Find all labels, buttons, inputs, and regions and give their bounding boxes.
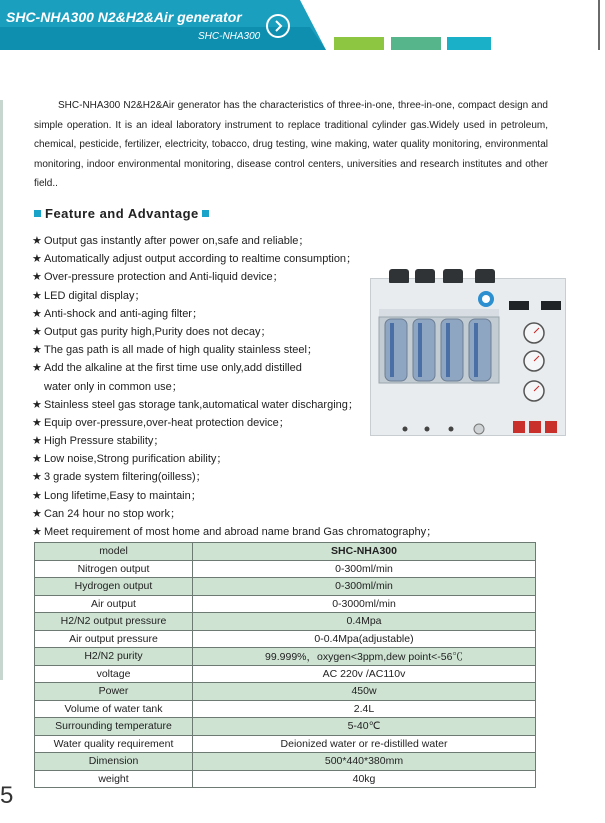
feature-item: ★ High Pressure stability；: [32, 432, 472, 450]
table-row: Surrounding temperature 5-40℃: [35, 718, 536, 736]
feature-item: ★ Output gas instantly after power on,safe and reliable；: [32, 232, 472, 250]
star-icon: ★: [32, 507, 42, 520]
intro-paragraph: SHC-NHA300 N2&H2&Air generator has the characteristics of three-in-one, three-in-one, compact design and simple operation. It is an ideal laboratory instrument to replace traditional cylinder gas.Widely used in petroleum, chemical, pesticide, fertilizer, electricity, tobacco, drug testing, wine making, water quality monitoring, environmental monitoring, indoor environmental monitoring, disease control centers, universities and research institutes and other field..: [34, 100, 548, 189]
table-row: Air output pressure 0-0.4Mpa(adjustable): [35, 630, 536, 648]
decor-bar-teal: [391, 37, 441, 50]
feature-item: ★ Low noise,Strong purification ability；: [32, 450, 472, 468]
product-image: [370, 278, 566, 436]
table-row: weight 40kg: [35, 770, 536, 788]
star-icon: ★: [32, 526, 42, 538]
feature-item: ★ Stainless steel gas storage tank,automatical water discharging；: [32, 396, 472, 414]
table-row: Air output 0-3000ml/min: [35, 595, 536, 613]
generator-illustration: [371, 279, 567, 437]
table-row: Nitrogen output 0-300ml/min: [35, 560, 536, 578]
star-icon: ★: [32, 307, 42, 320]
feature-item: ★ Meet requirement of most home and abroad name brand Gas chromatography；: [32, 523, 472, 541]
star-icon: ★: [32, 453, 42, 466]
feature-item: ★ LED digital display；: [32, 287, 472, 305]
table-row: Dimension 500*440*380mm: [35, 753, 536, 771]
side-rule: [0, 0, 8, 823]
feature-item: ★ Can 24 hour no stop work；: [32, 505, 472, 523]
feature-item: ★ Automatically adjust output according to realtime consumption；: [32, 250, 472, 268]
decor-bar-blue: [447, 37, 491, 50]
feature-item: ★ 3 grade system filtering(oilless)；: [32, 468, 472, 486]
arrow-right-icon: [266, 14, 290, 38]
star-icon: ★: [32, 325, 42, 338]
square-bullet-icon: [202, 210, 209, 217]
star-icon: ★: [32, 398, 42, 411]
cap-icon: [415, 269, 435, 283]
star-icon: ★: [32, 289, 42, 302]
cap-icon: [475, 269, 495, 283]
table-row: Hydrogen output 0-300ml/min: [35, 578, 536, 596]
table-row: H2/N2 purity 99.999%，oxygen<3ppm,dew point<-56℃: [35, 648, 536, 666]
feature-item: ★ Over-pressure protection and Anti-liquid device；: [32, 268, 472, 286]
feature-item: ★ Equip over-pressure,over-heat protection device；: [32, 414, 472, 432]
feature-item: ★ Output gas purity high,Purity does not decay；: [32, 323, 472, 341]
star-icon: ★: [32, 253, 42, 266]
decor-bar-green: [334, 37, 384, 50]
page-number: 5: [0, 782, 14, 809]
table-row: voltage AC 220v /AC110v: [35, 665, 536, 683]
spec-table: [34, 542, 536, 788]
star-icon: ★: [32, 416, 42, 429]
table-row: H2/N2 output pressure 0.4Mpa: [35, 613, 536, 631]
section-heading: [34, 206, 209, 221]
page-subtitle: SHC-NHA300: [198, 31, 261, 42]
star-icon: ★: [32, 235, 42, 247]
table-row: Water quality requirement Deionized water or re-distilled water: [35, 735, 536, 753]
star-icon: ★: [32, 271, 42, 284]
table-row: model SHC-NHA300: [35, 543, 536, 561]
star-icon: ★: [32, 362, 42, 375]
feature-item: ★ Anti-shock and anti-aging filter；: [32, 305, 472, 323]
header-banner: [0, 0, 330, 50]
star-icon: ★: [32, 489, 42, 502]
feature-item: ★ The gas path is all made of high quality stainless steel；: [32, 341, 472, 359]
table-row: Volume of water tank 2.4L: [35, 700, 536, 718]
cap-icon: [389, 269, 409, 283]
feature-item: ★ Long lifetime,Easy to maintain；: [32, 487, 472, 505]
page-edge-line: [598, 0, 600, 50]
star-icon: ★: [32, 344, 42, 357]
table-row: Power 450w: [35, 683, 536, 701]
star-icon: ★: [32, 435, 42, 448]
section-title: Feature and Advantage: [45, 206, 199, 221]
feature-item-continuation: water only in common use；: [44, 380, 183, 393]
star-icon: ★: [32, 471, 42, 484]
square-bullet-icon: [34, 210, 41, 217]
cap-icon: [443, 269, 463, 283]
feature-item: ★ Add the alkaline at the first time use only,add distilled: [32, 359, 472, 377]
page-title: SHC-NHA300 N2&H2&Air generator: [6, 9, 242, 25]
